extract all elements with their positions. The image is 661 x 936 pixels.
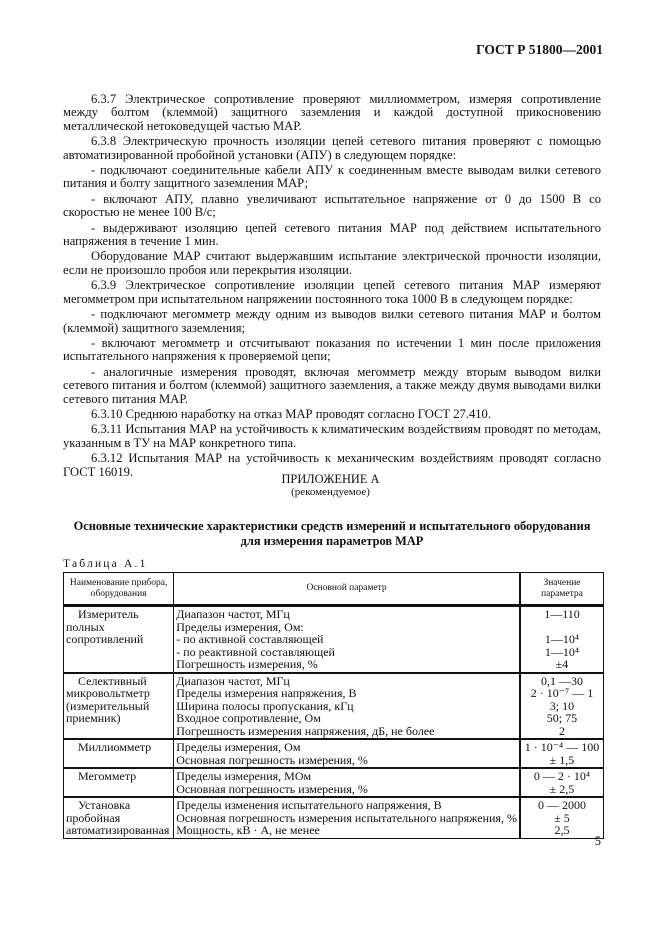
table-caption: Таблица А.1 xyxy=(63,558,148,570)
value-cell xyxy=(520,673,604,740)
value-line: 0 — 2000 xyxy=(537,798,586,812)
value-line: ± 1,5 xyxy=(549,752,575,767)
parameter-line: Пределы измерения, МОм xyxy=(176,769,312,783)
parameter-cell xyxy=(174,768,520,797)
value-line: 1—110 xyxy=(544,607,580,621)
parameter-line: Пределы измерения, Ом xyxy=(176,740,301,754)
value-line: 50; 75 xyxy=(546,711,578,725)
list-item: - включают мегомметр и отсчитывают показания по истечении 1 мин после приложения испытательного напряжения к проверяемой цепи; xyxy=(63,335,601,364)
paragraph-6-3-9: 6.3.9 Электрическое сопротивление изоляции цепей сетевого питания МАР измеряют мегомметром при испытательном напряжении постоянного тока 1000 В в следующем порядке: xyxy=(63,278,601,306)
paragraph-conclusion: Оборудование МАР считают выдержавшим испытание электрической прочности изоляции, если не произошло пробоя или перекрытия изоляции. xyxy=(63,249,601,277)
value-line: ± 5 xyxy=(554,810,570,825)
list-item: - подключают соединительные кабели АПУ к соединенным вместе выводам вилки сетевого питания и болту защитного заземления МАР; xyxy=(63,163,601,191)
column-header-name: Наименование прибора, оборудования xyxy=(64,573,174,606)
value-cell xyxy=(520,739,604,768)
parameter-line: Пределы измерения, Ом: xyxy=(176,619,304,634)
table-row xyxy=(64,606,604,673)
equipment-table xyxy=(63,572,604,839)
annex-subtitle: (рекомендуемое) xyxy=(291,486,370,498)
list-item: - подключают мегомметр между одним из выводов вилки сетевого питания МАР и болтом (клеммой) защитного заземления; xyxy=(63,307,601,335)
parameter-cell xyxy=(174,739,520,768)
page-number: 5 xyxy=(594,834,601,848)
parameter-line: Диапазон частот, МГц xyxy=(176,673,290,688)
paragraph-6-3-8: 6.3.8 Электрическую прочность изоляции цепей сетевого питания проверяют с помощью автоматизированной пробойной установки (АПУ) в следующем порядке: xyxy=(63,134,601,162)
annex-main-title-line1: Основные технические характеристики средств измерений и испытательного оборудования xyxy=(73,519,591,533)
parameter-line: Пределы измерения напряжения, В xyxy=(176,686,357,700)
value-line: 2 · 10⁻⁷ — 1 xyxy=(530,686,594,700)
annex-main-title-line2: для измерения параметров МАР xyxy=(240,534,424,548)
parameter-line: - по активной составляющей xyxy=(176,632,324,646)
parameter-cell xyxy=(174,797,520,838)
table-row xyxy=(64,768,604,797)
value-line: 1 · 10⁻⁴ — 100 xyxy=(524,740,600,754)
equipment-name: Мегомметр xyxy=(64,768,174,797)
parameter-line: Мощность, кВ · А, не менее xyxy=(176,823,320,837)
paragraph-6-3-10: 6.3.10 Среднюю наработку на отказ МАР проводят согласно ГОСТ 27.410. xyxy=(91,406,491,421)
parameter-cell xyxy=(174,673,520,740)
paragraph-6-3-7: 6.3.7 Электрическое сопротивление проверяют миллиомметром, измеряя сопротивление между болтом (клеммой) защитного заземления и каждой доступной прикосновению металлической нетоковедущей частью МАР. xyxy=(63,92,601,133)
equipment-name: Селективный микровольтметр (измерительный приемник) xyxy=(64,673,174,740)
value-line: 1—10⁴ xyxy=(544,644,580,659)
value-line: 0 — 2 · 10⁴ xyxy=(533,769,591,783)
value-cell xyxy=(520,606,604,673)
value-cell xyxy=(520,768,604,797)
parameter-line: Диапазон частот, МГц xyxy=(176,607,290,621)
parameter-cell xyxy=(174,606,520,673)
list-item: - аналогичные измерения проводят, включая мегомметр между вторым выводом вилки сетевого питания и болтом (клеммой) защитного заземления, а также между двумя выводами вилки сетевого питания МАР. xyxy=(63,364,601,406)
document-header-id: ГОСТ Р 51800—2001 xyxy=(476,42,603,57)
list-item: - выдерживают изоляцию цепей сетевого питания МАР под действием испытательного напряжения в течение 1 мин. xyxy=(63,220,601,249)
column-header-value: Значение параметра xyxy=(520,573,604,606)
parameter-line: Входное сопротивление, Ом xyxy=(176,711,321,725)
parameter-line: Основная погрешность измерения испытательного напряжения, % xyxy=(176,810,517,825)
parameter-line: Основная погрешность измерения, % xyxy=(176,752,368,767)
parameter-line: Основная погрешность измерения, % xyxy=(176,781,368,796)
equipment-name: Измеритель полных сопротивлений xyxy=(64,606,174,673)
parameter-line: - по реактивной составляющей xyxy=(176,644,335,659)
value-line: 3; 10 xyxy=(549,698,575,713)
column-header-parameter: Основной параметр xyxy=(174,573,520,606)
paragraph-6-3-12: 6.3.12 Испытания МАР на устойчивость к механическим воздействиям проводят согласно ГОСТ 16019. xyxy=(63,451,601,479)
value-cell xyxy=(520,797,604,838)
equipment-name: Миллиомметр xyxy=(64,739,174,768)
table-row xyxy=(64,797,604,838)
parameter-line: Ширина полосы пропускания, кГц xyxy=(176,698,354,713)
parameter-line: Погрешность измерения, % xyxy=(176,657,318,671)
value-line: 2 xyxy=(558,723,565,738)
value-line: 2,5 xyxy=(554,823,570,837)
annex-main-title xyxy=(63,519,601,549)
list-item: - включают АПУ, плавно увеличивают испытательное напряжение от 0 до 1500 В со скоростью не менее 100 В/с; xyxy=(63,191,601,220)
annex-title: ПРИЛОЖЕНИЕ А xyxy=(281,472,380,486)
value-line: ± 2,5 xyxy=(549,781,575,796)
equipment-name: Установка пробойная автоматизированная xyxy=(64,797,174,838)
table-row xyxy=(64,739,604,768)
value-line: 0,1 —30 xyxy=(540,673,583,688)
table-row xyxy=(64,673,604,740)
value-line: 1—10⁴ xyxy=(544,632,580,646)
parameter-line: Пределы изменения испытательного напряжения, В xyxy=(176,798,442,812)
paragraph-6-3-11: 6.3.11 Испытания МАР на устойчивость к климатическим воздействиям проводят по методам, указанным в ТУ на МАР конкретного типа. xyxy=(63,422,601,450)
parameter-line: Погрешность измерения напряжения, дБ, не более xyxy=(176,723,435,738)
table-header-row xyxy=(64,573,604,606)
value-line: ±4 xyxy=(555,657,569,671)
body-text xyxy=(63,93,601,481)
